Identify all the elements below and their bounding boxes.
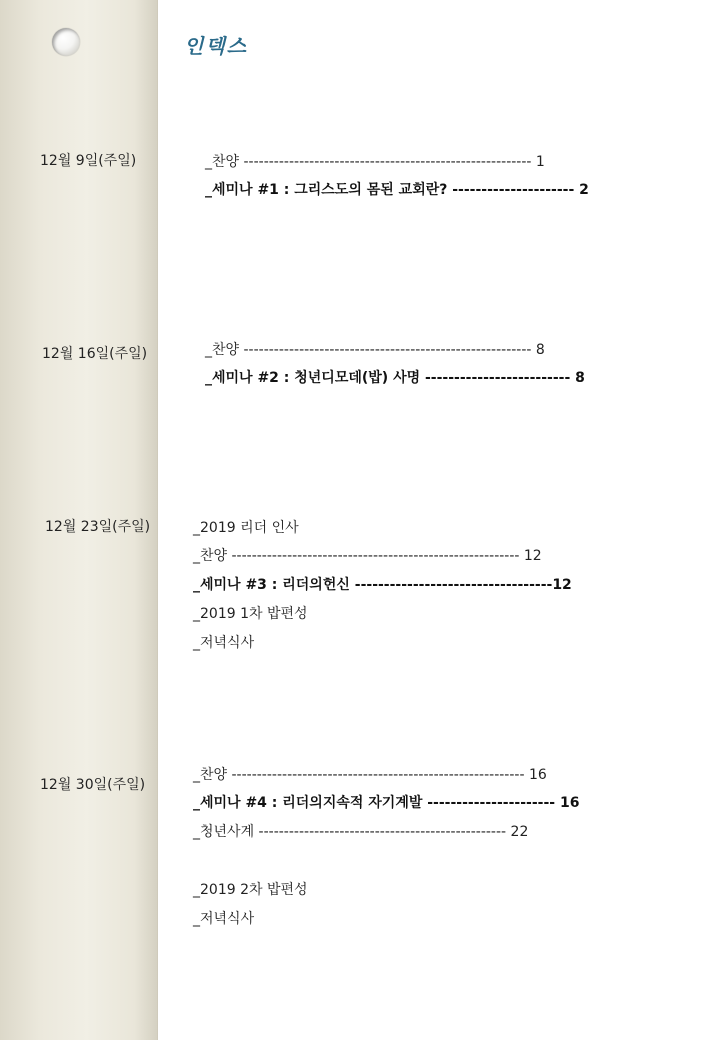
entry-youth-seasons: _청년사계 ------------------------------------------------- 22 bbox=[193, 824, 529, 840]
entry-worship-2: _찬양 --------------------------------------------------------- 8 bbox=[205, 342, 545, 358]
entry-group-assignment-1: _2019 1차 밥편성 bbox=[193, 606, 308, 622]
entry-dinner-1: _저녁식사 bbox=[193, 635, 255, 651]
entry-dinner-2: _저녁식사 bbox=[193, 911, 255, 927]
session-date-4: 12월 30일(주일) bbox=[40, 777, 146, 793]
entry-seminar-3: _세미나 #3 : 리더의헌신 ----------------------------------12 bbox=[193, 577, 572, 593]
entry-leader-greeting: _2019 리더 인사 bbox=[193, 520, 299, 536]
entry-worship-3: _찬양 --------------------------------------------------------- 12 bbox=[193, 548, 542, 564]
entry-worship-1: _찬양 --------------------------------------------------------- 1 bbox=[205, 154, 545, 170]
entry-seminar-1: _세미나 #1 : 그리스도의 몸된 교회란? --------------------- 2 bbox=[205, 182, 589, 198]
entry-worship-4: _찬양 ---------------------------------------------------------- 16 bbox=[193, 767, 547, 783]
session-date-2: 12월 16일(주일) bbox=[42, 346, 148, 362]
entry-seminar-2: _세미나 #2 : 청년디모데(밥) 사명 ------------------------- 8 bbox=[205, 370, 585, 386]
entry-group-assignment-2: _2019 2차 밥편성 bbox=[193, 882, 308, 898]
session-date-1: 12월 9일(주일) bbox=[40, 153, 137, 169]
binder-hole-icon bbox=[52, 28, 80, 56]
session-date-3: 12월 23일(주일) bbox=[45, 519, 151, 535]
page-title: 인덱스 bbox=[184, 34, 248, 58]
entry-seminar-4: _세미나 #4 : 리더의지속적 자기계발 ---------------------- 16 bbox=[193, 795, 580, 811]
